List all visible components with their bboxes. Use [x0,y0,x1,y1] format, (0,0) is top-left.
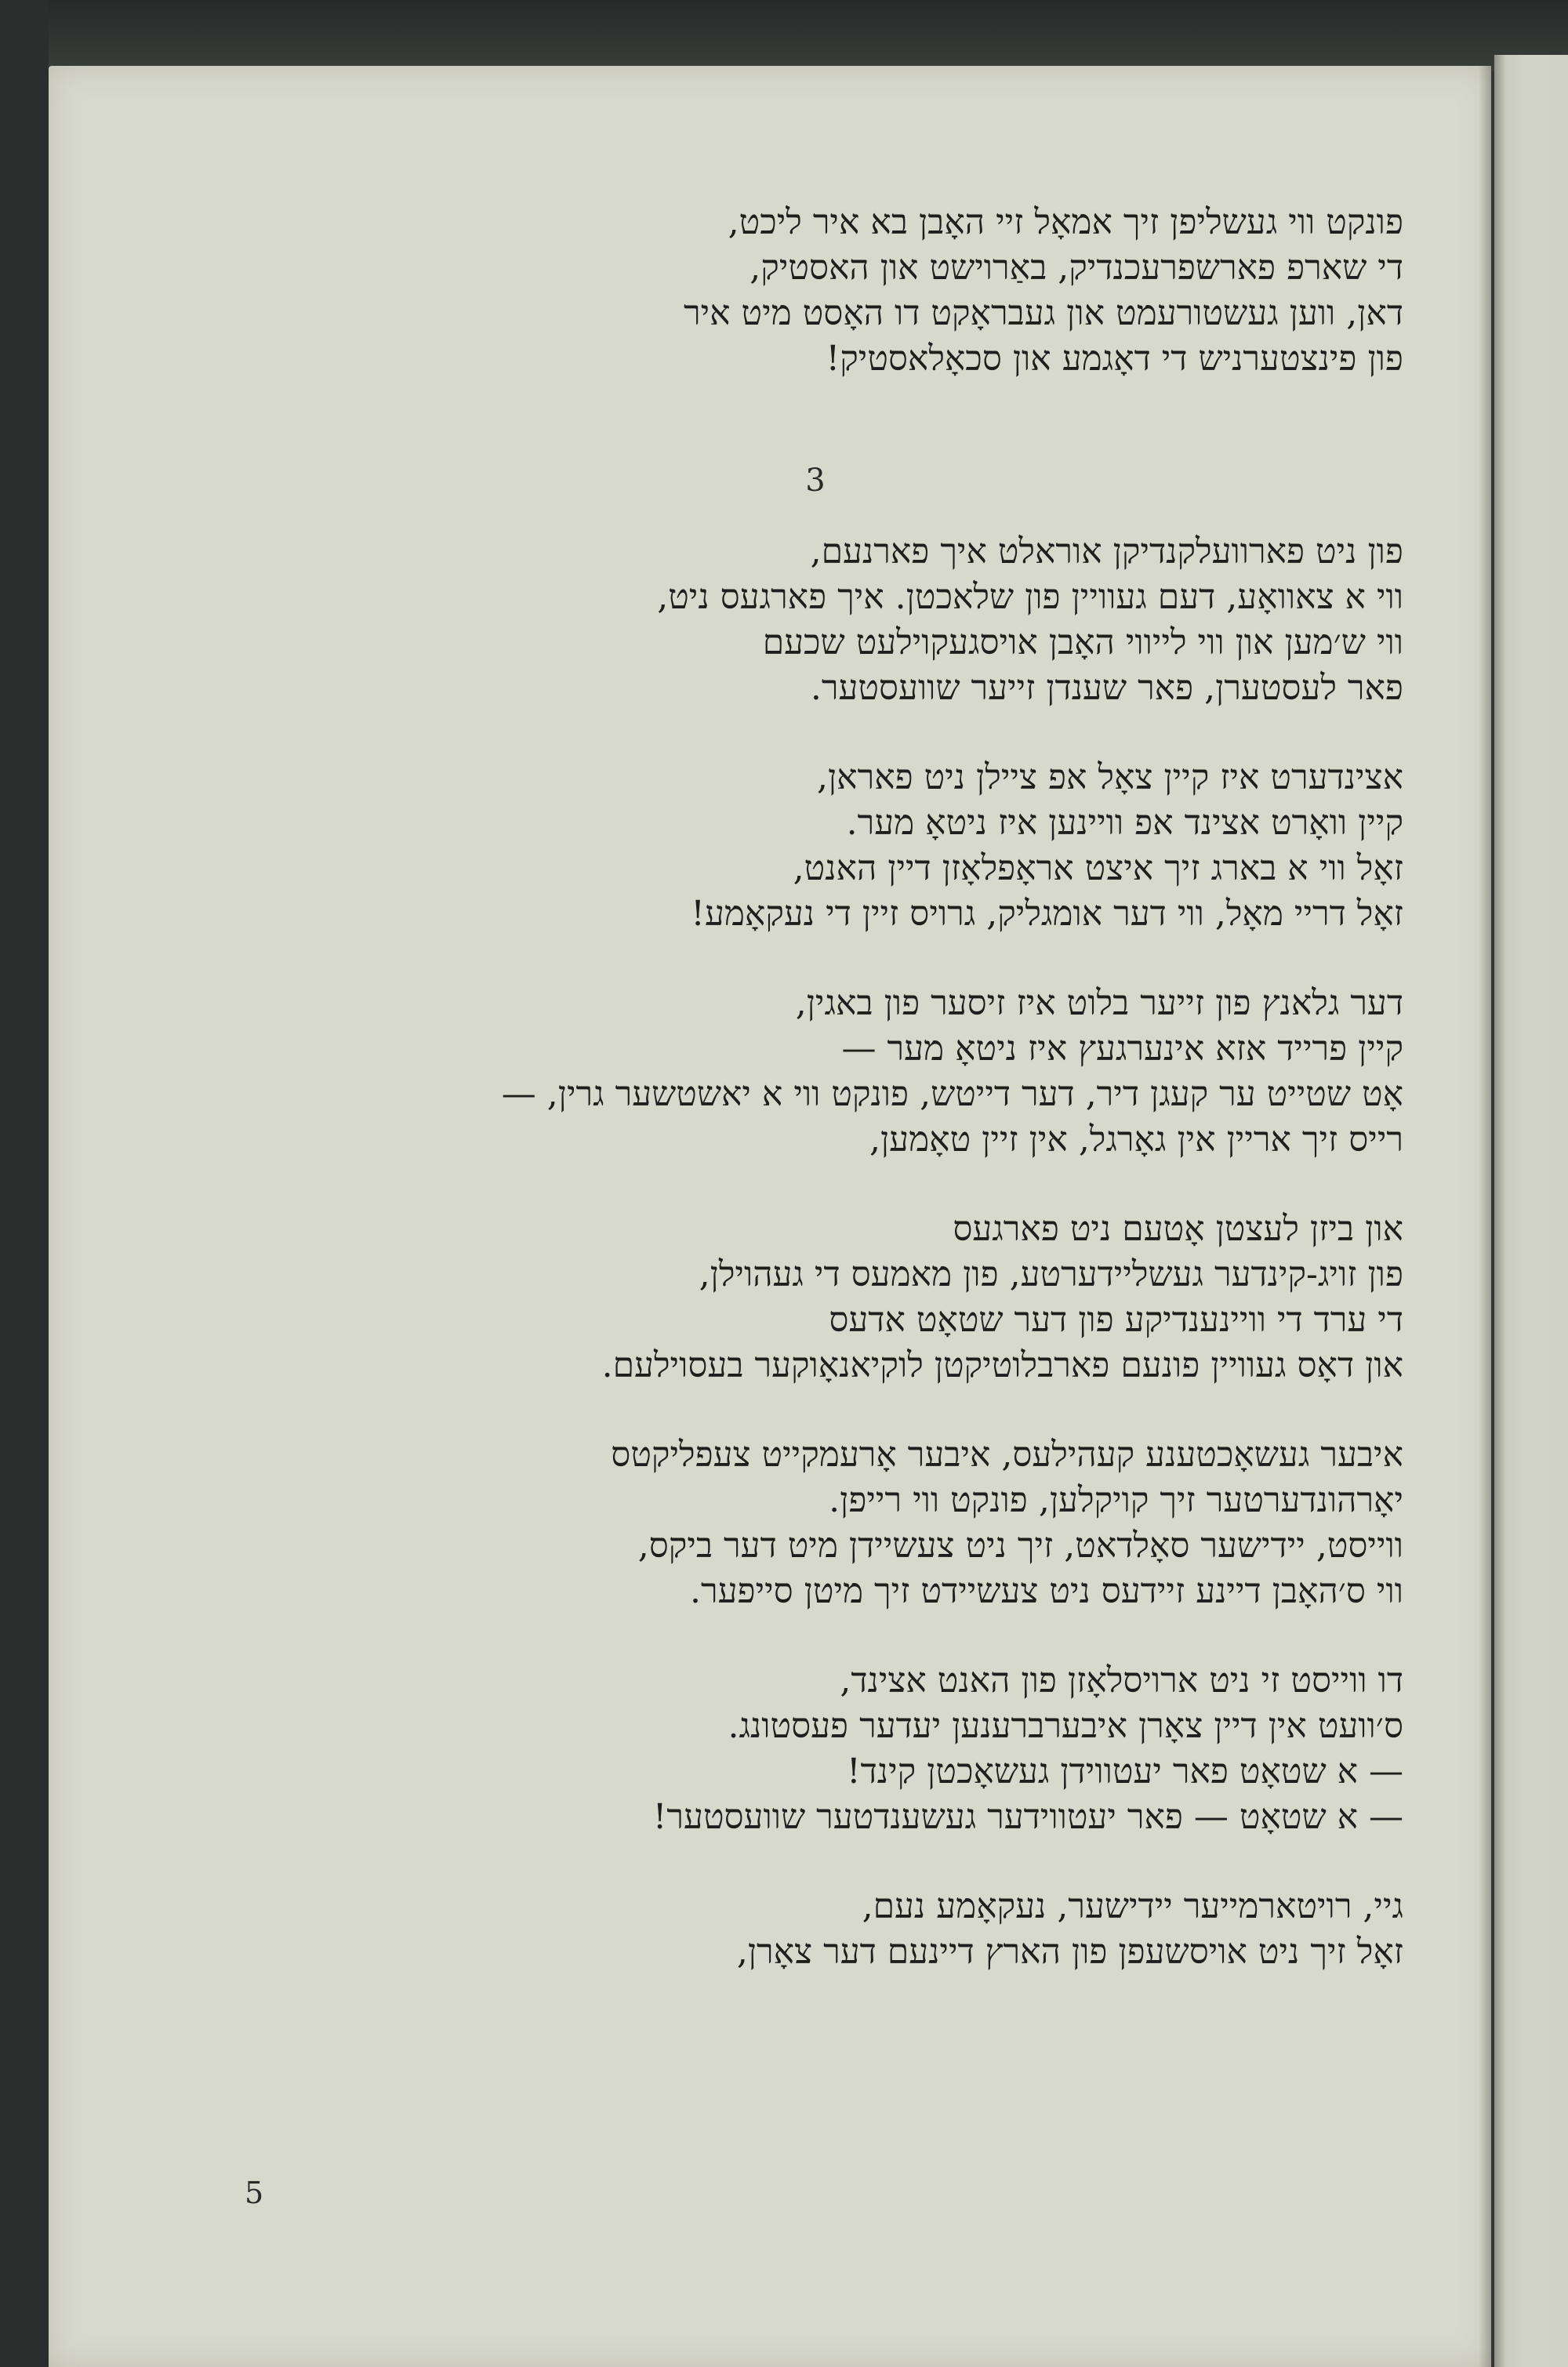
poem-line: דו ווייסט זי ניט ארויסלאָזן פון האנט אצינד, [840,1661,1403,1701]
stanza [227,755,1403,937]
poem-line: די ערד די וויינענדיקע פון דער שטאָט אדעס [829,1300,1403,1340]
poem-line: זאָל ווי א בארג זיך איצט אראָפלאָזן דיין האנט, [793,848,1403,888]
poem-line: זאָל דריי מאָל, ווי דער אומגליק, גרויס זיין די נעקאָמע! [691,894,1403,934]
stanza [227,1207,1403,1389]
poem-line: רייס זיך אריין אין גאָרגל, אין זיין טאָמען, [869,1120,1403,1160]
poem-line: און ביזן לעצטן אָטעם ניט פארגעס [953,1209,1403,1249]
stanza [227,1432,1403,1614]
background-top-edge [0,0,1568,71]
poem-line: זאָל זיך ניט אויסשעפן פון הארץ דיינעם דער צאָרן, [736,1932,1403,1972]
section-number: 3 [805,463,826,499]
poem-line: ווייסט, יידישער סאָלדאט, זיך ניט צעשיידן מיט דער ביקס, [637,1526,1403,1566]
poem-line: פאר לעסטערן, פאר שענדן זייער שוועסטער. [810,668,1403,708]
opening-stanza-block [227,200,1403,426]
page-number: 5 [245,2176,264,2210]
stanza [227,1658,1403,1840]
stanza [227,200,1403,382]
poem-line: — א שטאָט פאר יעטווידן געשאָכטן קינד! [846,1752,1403,1792]
poem-line: ווי א צאוואָע, דעם געוויין פון שלאכטן. איך פארגעס ניט, [657,577,1403,617]
poem-line: און דאָס געוויין פונעם פארבלוטיקטן לוקיאנאָוקער בעסוילעם. [601,1345,1403,1385]
poem-line: קיין וואָרט אצינד אפ וויינען איז ניטאָ מער. [846,803,1403,843]
background-left-edge [0,0,49,2367]
stanza [227,981,1403,1163]
poem-line: ס׳וועט אין דיין צאָרן איבערברענען יעדער פעסטונג. [728,1706,1403,1746]
poem-line: דער גלאנץ פון זייער בלוט איז זיסער פון באגין, [795,983,1403,1023]
poem-line: ווי ס׳האָבן דיינע זיידעס ניט צעשיידט זיך מיטן סייפער. [690,1571,1403,1611]
poem-line: איבער געשאָכטענע קעהילעס, איבער אָרעמקייט צעפליקטס [611,1435,1403,1475]
poem-line: אָט שטייט ער קעגן דיר, דער דייטש, פונקט ווי א יאשטשער גרין, — [501,1074,1403,1114]
stanza [227,529,1403,711]
poem-line: פון זויג-קינדער געשליידערטע, פון מאמעס די געהוילן, [699,1254,1403,1294]
poem-line: דאן, ווען געשטורעמט און געבראָקט דו האָסט מיט איר [683,293,1403,333]
stanza [227,1884,1403,1975]
poem-line: אצינדערט איז קיין צאָל אפ ציילן ניט פאראן, [816,757,1403,797]
poem-line: די שארפ פארשפרעכנדיק, באַרוישט און האסטיק, [750,248,1403,288]
facing-page-edge [1494,55,1568,2367]
poem-line: פון ניט פארוועלקנדיקן אוראלט איך פארנעם, [810,532,1403,572]
poem-line: גיי, רויטארמייער יידישער, נעקאָמע נעם, [862,1886,1403,1926]
poem-line: — א שטאָט — פאר יעטווידער געשענדטער שוועסטער! [652,1797,1403,1837]
poem-line: פון פינצטערניש די דאָגמע און סכאָלאסטיק! [826,339,1403,379]
poem-body [227,529,1403,2019]
poem-line: יאָרהונדערטער זיך קויקלען, פונקט ווי רייפן. [829,1480,1403,1520]
poem-line: קיין פרייד אזא אינערגעץ איז ניטאָ מער — [841,1029,1403,1069]
poem-line: פונקט ווי געשליפן זיך אמאָל זיי האָבן בא איר ליכט, [728,202,1403,242]
poem-line: ווי ש׳מען און ווי לייווי האָבן אויסגעקוילעט שכעם [762,623,1403,663]
